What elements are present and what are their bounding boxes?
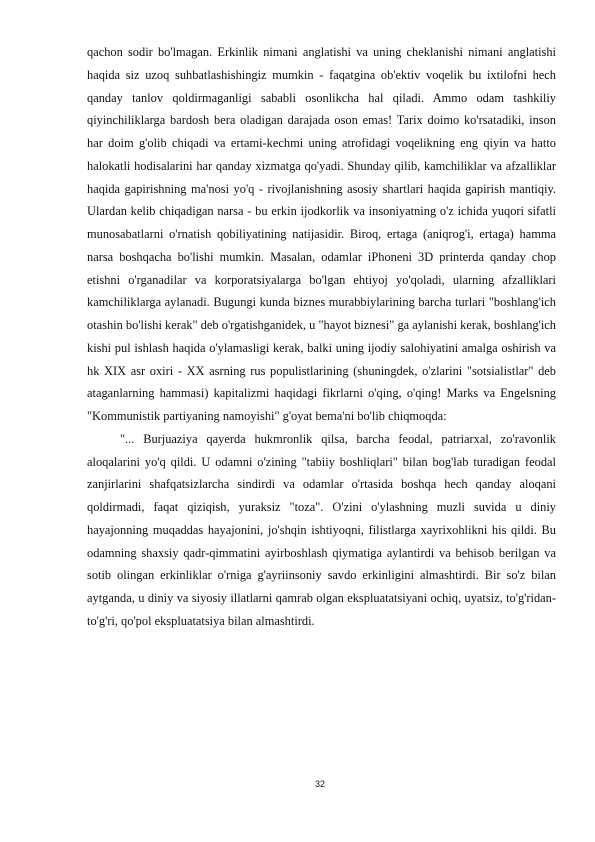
paragraph: qachon sodir bo'lmagan. Erkinlik nimani anglatishi va uning cheklanishi nimani anglatishi haqida siz uzoq suhbatlashishingiz mumkin - faqatgina ob'ektiv voqelik bu ixtilofni hech qanday tanlov qoldirmaganligi sababli osonlikcha hal qiladi. Ammo odam tashkiliy qiyinchiliklarga bardosh bera oladigan darajada oson emas! Tarix doimo ko'rsatadiki, inson har doim g'olib chiqadi va ertami-kechmi uning atrofidagi voqelikning eng qiyin va hatto halokatli hodisalarini har qanday xizmatga qo'yadi. Shunday qilib, kamchiliklar va afzalliklar haqida gapirishning ma'nosi yo'q - rivojlanishning asosiy shartlari haqida gapirish mantiqiy. Ulardan kelib chiqadigan narsa - bu erkin ijodkorlik va insoniyatning o'z ichida yuqori sifatli munosabatlarni o'rnatish qobiliyatining natijasidir. Biroq, ertaga (aniqrog'i, ertaga) hamma narsa boshqacha bo'lishi mumkin. Masalan, odamlar iPhoneni 3D printerda qanday chop etishni o'rganadilar va korporatsiyalarga bo'lgan ehtiyoj yo'qoladi, ularning afzalliklari kamchiliklarga aylanadi. Bugungi kunda biznes murabbiylarining barcha turlari "boshlang'ich otashin bo'lishi kerak" deb o'rgatishganidek, u "hayot biznesi" ga aylanishi kerak, boshlang'ich kishi pul ishlash haqida o'ylamasligi kerak, balki uning ijodiy salohiyatini amalga oshirish va hk XIX asr oxiri - XX asrning rus populistlarining (shuningdek, o'zlarini "sotsialistlar" deb ataganlarning hammasi) kapitalizmi haqidagi fikrlarni o'qing, o'qing! Marks va Engelsning "Kommunistik partiyaning namoyishi" g'oyat bema'ni bo'lib chiqmoqda:	[87, 45, 556, 423]
page-number: 32	[314, 779, 325, 789]
quote-paragraph: "... Burjuaziya qayerda hukmronlik qilsa, barcha feodal, patriarxal, zo'ravonlik aloqalarini yo'q qildi. U odamni o'zining "tabiiy boshliqlari" bilan bog'lab turadigan feodal zanjirlarini shafqatsizlarcha sindirdi va odamlar o'rtasida boshqa hech qanday aloqani qoldirmadi, faqat qiziqish, yuraksiz "toza". O'zini o'ylashning muzli suvida u diniy hayajonning muqaddas hayajonini, jo'shqin ishtiyoqni, filistlarga xayrixohlikni his qildi. Bu odamning shaxsiy qadr-qimmatini ayirboshlash qiymatiga aylantirdi va behisob berilgan va sotib olingan erkinliklar o'rniga g'ayriinsoniy savdo erkinligini almashtirdi. Bir so'z bilan aytganda, u diniy va siyosiy illatlarni qamrab olgan ekspluatatsiyani ochiq, uyatsiz, to'g'ridan-to'g'ri, qo'pol ekspluatatsiya bilan almashtirdi.	[87, 431, 556, 628]
body-text	[87, 41, 556, 633]
